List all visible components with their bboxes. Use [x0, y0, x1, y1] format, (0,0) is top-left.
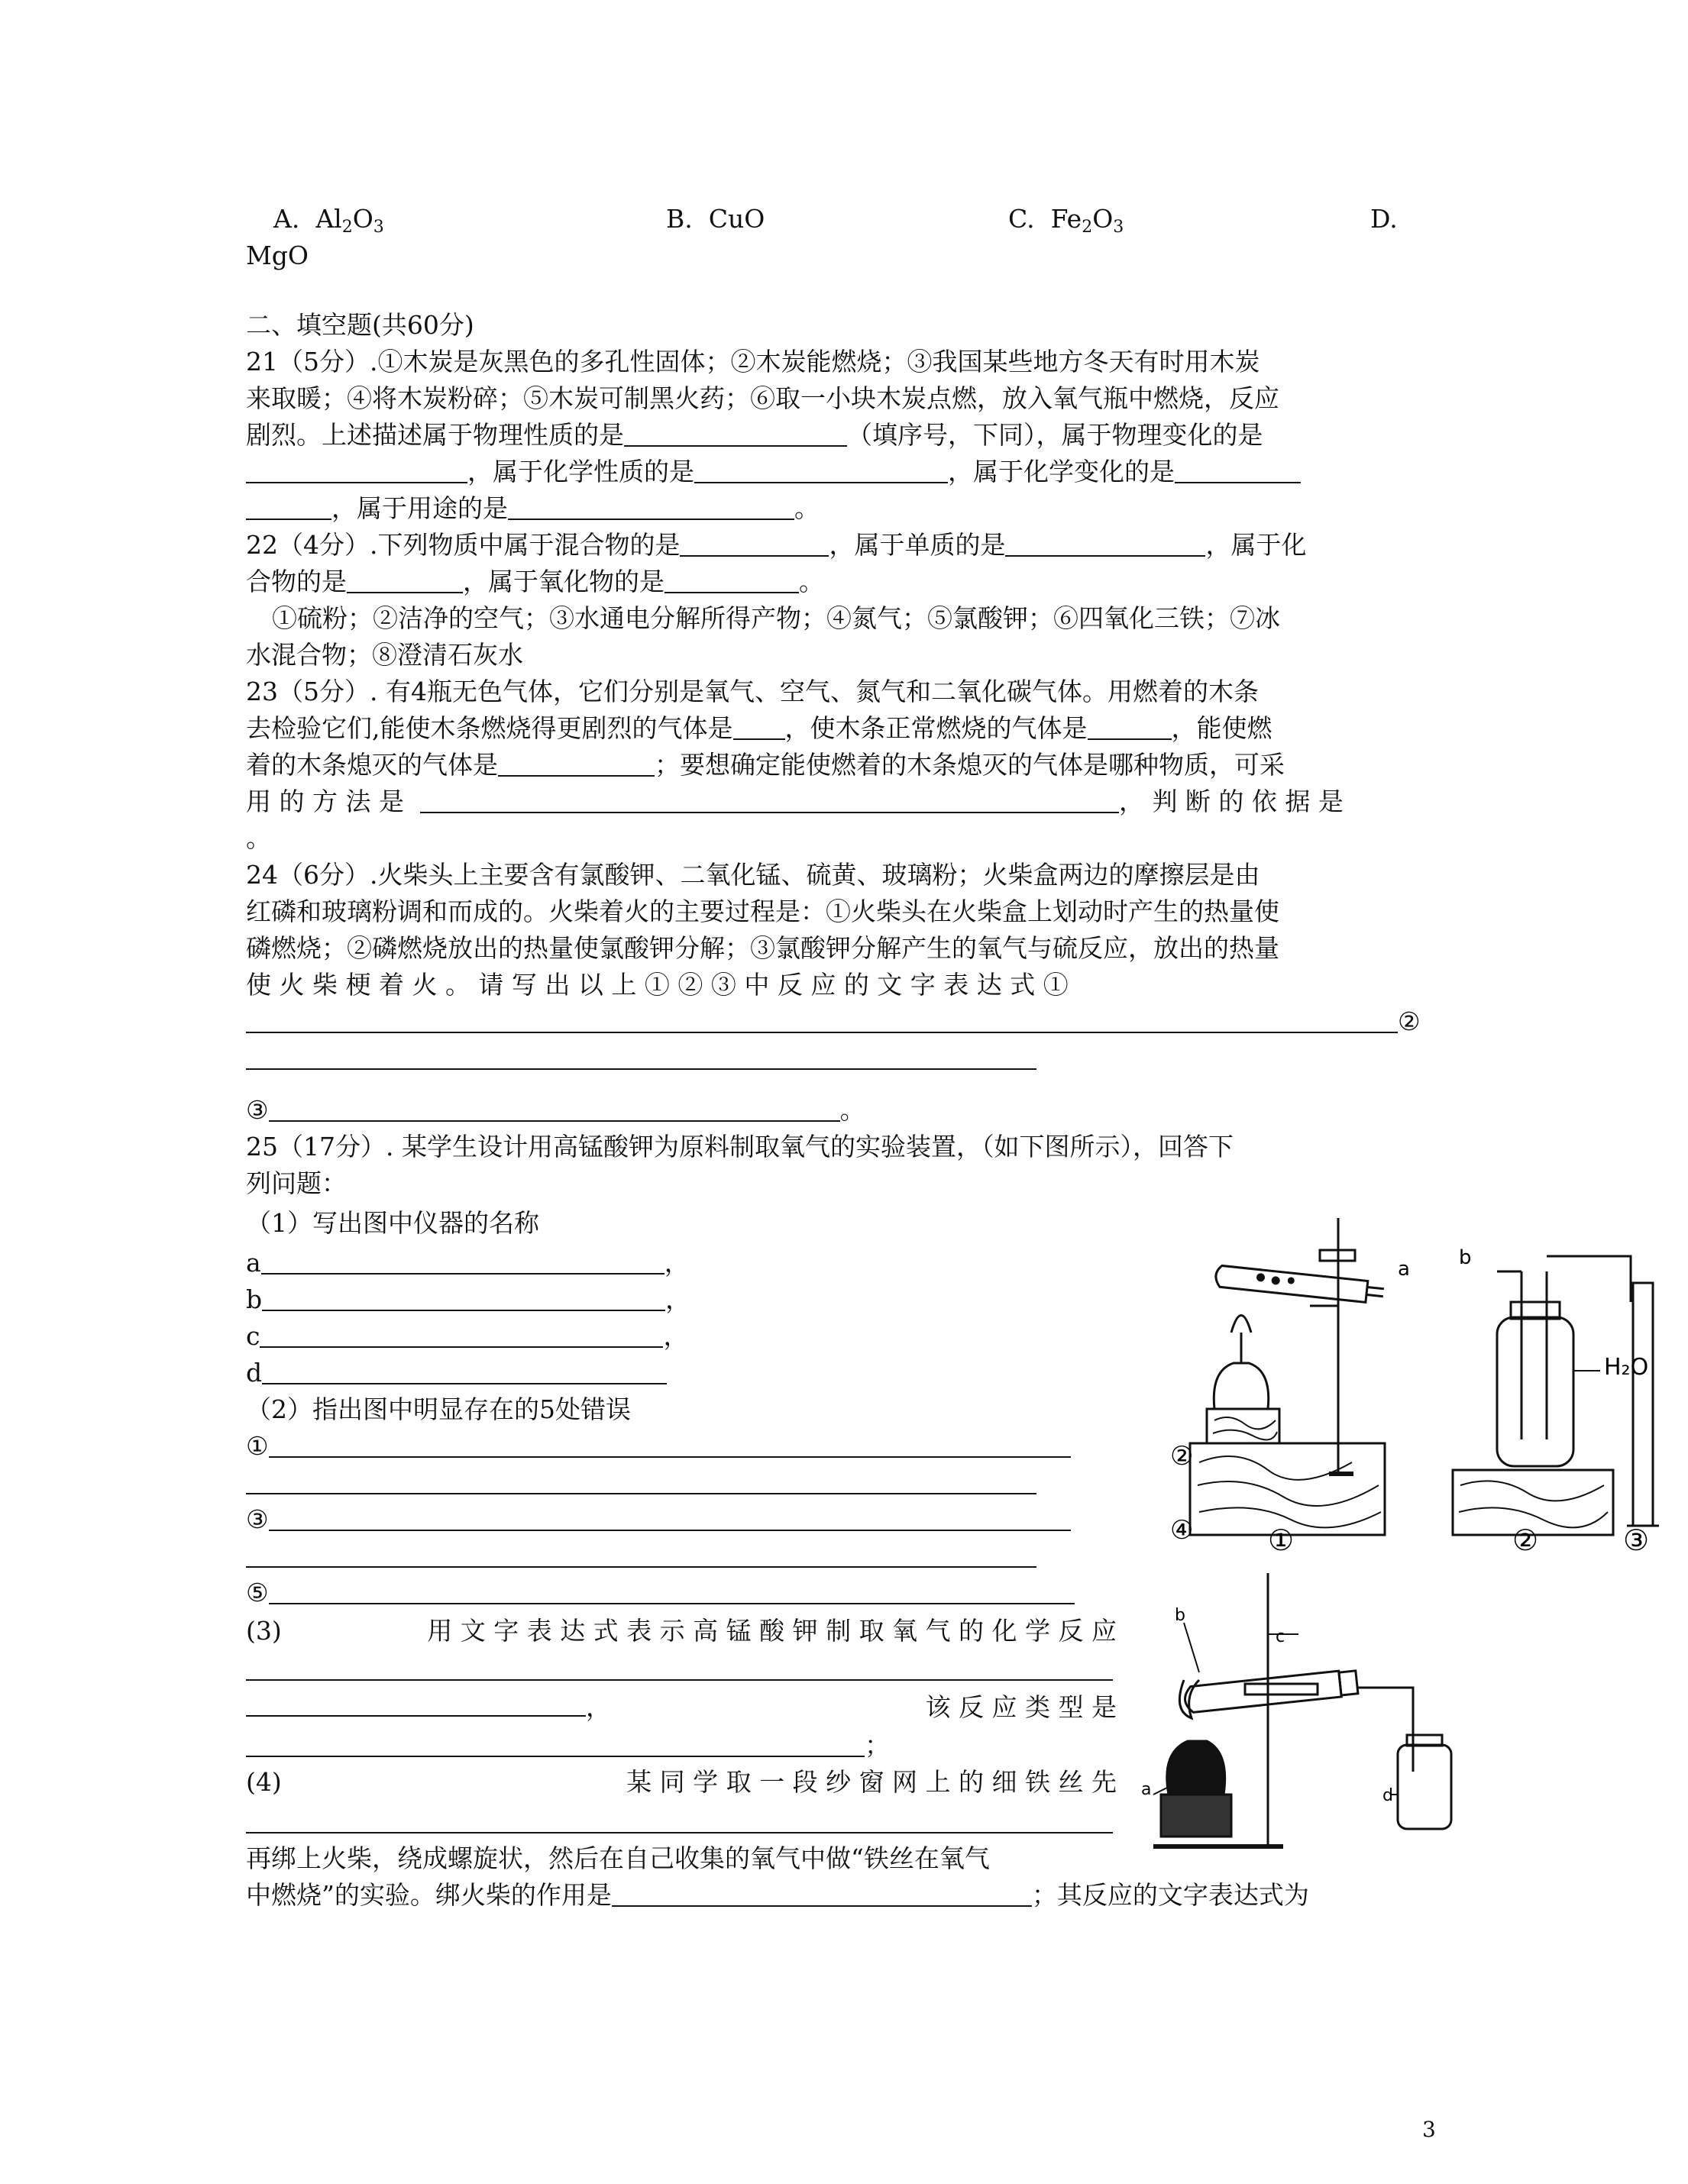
answer-blank[interactable]: [733, 712, 785, 740]
q24-line7: ③ 。: [246, 1095, 865, 1125]
choice-b-letter: B.: [666, 204, 693, 234]
q25-b-row: b ，: [246, 1284, 691, 1314]
q24-line1: 24（6分）.火柴头上主要含有氯酸钾、二氧化锰、硫黄、玻璃粉；火柴盒两边的摩擦层是由: [246, 860, 1260, 890]
q25-error1: ①: [246, 1428, 1437, 1465]
alcohol-lamp: [1214, 1363, 1268, 1409]
choice-c-letter: C.: [1008, 204, 1035, 234]
q25-line2: 列问题：: [246, 1168, 347, 1198]
label-c: c: [1276, 1627, 1285, 1646]
q25-part2: （2）指出图中明显存在的5处错误: [246, 1394, 631, 1424]
answer-blank[interactable]: [1175, 456, 1301, 483]
answer-blank[interactable]: [498, 749, 655, 777]
caption-3: ③: [1623, 1523, 1650, 1557]
q22-line3: ①硫粉；②洁净的空气；③水通电分解所得产物；④氮气；⑤氯酸钾；⑥四氧化三铁；⑦冰: [272, 603, 1280, 633]
answer-blank[interactable]: [508, 493, 794, 520]
q23-line3: 着的木条熄灭的气体是 ；要想确定能使燃着的木条熄灭的气体是哪种物质，可采: [246, 750, 1285, 780]
graduated-cylinder: [1633, 1283, 1653, 1526]
q24-line4: 使 火 柴 梗 着 火 。 请 写 出 以 上 ① ② ③ 中 反 应 的 文 字 表 达 式 ①: [246, 970, 1069, 1000]
choice-a-letter: A.: [273, 204, 300, 234]
q23-line1: 23（5分）. 有4瓶无色气体，它们分别是氧气、空气、氮气和二氧化碳气体。用燃着的木条: [246, 677, 1259, 706]
q23-line5: 。: [246, 823, 271, 853]
q25-part3-line1: (3) 用 文 字 表 达 式 表 示 高 锰 酸 钾 制 取 氧 气 的 化 学 反 应: [246, 1616, 1117, 1646]
answer-blank[interactable]: [262, 1284, 665, 1311]
delivery-tube: [1357, 1688, 1413, 1772]
choice-b-formula: CuO: [708, 204, 765, 234]
q21-line2: 来取暖；④将木炭粉碎；⑤木炭可制黑火药；⑥取一小块木炭点燃，放入氧气瓶中燃烧，反应: [246, 383, 1279, 413]
collection-bottle: [1398, 1745, 1451, 1829]
answer-blank[interactable]: [246, 1653, 1113, 1681]
q21-line1: 21（5分）.①木炭是灰黑色的多孔性固体；②木炭能燃烧；③我国某些地方冬天有时用木炭: [246, 347, 1260, 376]
q22-line2: 合物的是 ，属于氧化物的是 。: [246, 567, 824, 596]
q21-line4: ，属于化学性质的是 ，属于化学变化的是: [246, 454, 1437, 490]
answer-blank[interactable]: [1088, 712, 1172, 740]
answer-blank[interactable]: [261, 1247, 665, 1275]
label-circle-4: ④: [1170, 1515, 1194, 1546]
q25-part4-line4: 中燃烧”的实验。绑火柴的作用是 ；其反应的文字表达式为: [246, 1880, 1309, 1910]
q24-line3: 磷燃烧；②磷燃烧放出的热量使氯酸钾分解；③氯酸钾分解产生的氧气与硫反应，放出的热量: [246, 933, 1279, 963]
answer-blank[interactable]: [246, 1540, 1036, 1568]
q23-line4: 用 的 方 法 是 ， 判 断 的 依 据 是: [246, 787, 1344, 816]
q25-c-row: c ，: [246, 1321, 689, 1351]
answer-blank[interactable]: [246, 1042, 1036, 1070]
answer-blank[interactable]: [246, 493, 331, 520]
caption-2: ②: [1512, 1523, 1539, 1557]
test-tube: [1184, 1669, 1358, 1713]
choice-b: [666, 201, 765, 237]
label-circle-2: ②: [1170, 1441, 1194, 1472]
q25-part4-line1: (4) 某 同 学 取 一 段 纱 窗 网 上 的 细 铁 丝 先: [246, 1767, 1117, 1797]
answer-blank[interactable]: [269, 1094, 840, 1122]
answer-blank[interactable]: [246, 456, 467, 483]
label-a: a: [1141, 1780, 1152, 1799]
q25-line1: 25（17分）. 某学生设计用高锰酸钾为原料制取氧气的实验装置，（如下图所示），回答下: [246, 1132, 1234, 1161]
q25-part4-line3: 再绑上火柴，绕成螺旋状，然后在自己收集的氧气中做“铁丝在氧气: [246, 1843, 990, 1873]
answer-blank[interactable]: [269, 1430, 1071, 1458]
label-a: a: [1398, 1258, 1410, 1281]
page-number: 3: [1422, 2117, 1436, 2142]
apparatus-figure-2: [1138, 1565, 1444, 1863]
choice-c-formula: Fe: [1050, 204, 1082, 234]
q25-part1: （1）写出图中仪器的名称: [246, 1208, 539, 1238]
answer-blank[interactable]: [694, 456, 948, 483]
alcohol-lamp: [1167, 1741, 1225, 1795]
label-b: b: [1175, 1606, 1185, 1625]
label-h2o: H₂O: [1604, 1354, 1649, 1381]
q24-line6: [246, 1040, 1437, 1077]
answer-blank[interactable]: [269, 1577, 1075, 1604]
answer-blank[interactable]: [262, 1357, 667, 1384]
choice-c: C. $Fe_2O_3$: [1008, 204, 1124, 237]
q25-a-row: a ，: [246, 1248, 690, 1278]
choice-a-formula: Al: [315, 204, 342, 234]
answer-blank[interactable]: [347, 566, 463, 593]
q24-line2: 红磷和玻璃粉调和而成的。火柴着火的主要过程是：①火柴头在火柴盒上划动时产生的热量使: [246, 897, 1279, 926]
answer-blank[interactable]: [246, 1006, 1398, 1033]
gas-bottle: [1497, 1317, 1573, 1466]
q22-line1: 22（4分）.下列物质中属于混合物的是 ，属于单质的是 ，属于化: [246, 530, 1307, 560]
choice-d-formula: MgO: [246, 241, 309, 270]
answer-blank[interactable]: [420, 786, 1119, 813]
section-title: 二、填空题(共60分): [246, 310, 474, 340]
answer-blank[interactable]: [246, 1730, 865, 1757]
q25-part3-line3: ， 该 反 应 类 型 是: [246, 1689, 1117, 1726]
answer-blank[interactable]: [260, 1320, 663, 1348]
q21-line5: ，属于用途的是 。: [246, 490, 1437, 527]
q21-line3: 剧烈。上述描述属于物理性质的是 （填序号，下同），属于物理变化的是: [246, 420, 1263, 450]
answer-blank[interactable]: [680, 529, 829, 557]
q25-d-row: d: [246, 1355, 1437, 1391]
answer-blank[interactable]: [1005, 529, 1205, 557]
label-d: d: [1382, 1786, 1393, 1805]
q25-error3: ③: [246, 1501, 1437, 1538]
q25-error5: ⑤: [246, 1575, 1437, 1611]
answer-blank[interactable]: [269, 1504, 1071, 1531]
answer-blank[interactable]: [246, 1689, 586, 1717]
choice-d-letter: D.: [1370, 204, 1398, 234]
label-b: b: [1459, 1246, 1472, 1269]
answer-blank[interactable]: [612, 1879, 1032, 1907]
answer-blank[interactable]: [624, 419, 847, 447]
apparatus-figure-1: [1170, 1210, 1665, 1557]
answer-blank[interactable]: [665, 566, 799, 593]
q23-line2: 去检验它们,能使木条燃烧得更剧烈的气体是 ，使木条正常燃烧的气体是 ，能使燃: [246, 713, 1272, 743]
q24-line5: ②: [246, 1003, 1437, 1040]
flame: [1231, 1316, 1251, 1333]
q22-line4: 水混合物；⑧澄清石灰水: [246, 640, 523, 670]
caption-1: ①: [1268, 1523, 1295, 1557]
test-tube: [1214, 1265, 1384, 1304]
answer-blank[interactable]: [246, 1806, 1113, 1833]
answer-blank[interactable]: [246, 1467, 1036, 1494]
choice-a: A. $Al_2O_3$: [273, 204, 384, 237]
q25-part3-line4: ；: [246, 1727, 1437, 1764]
